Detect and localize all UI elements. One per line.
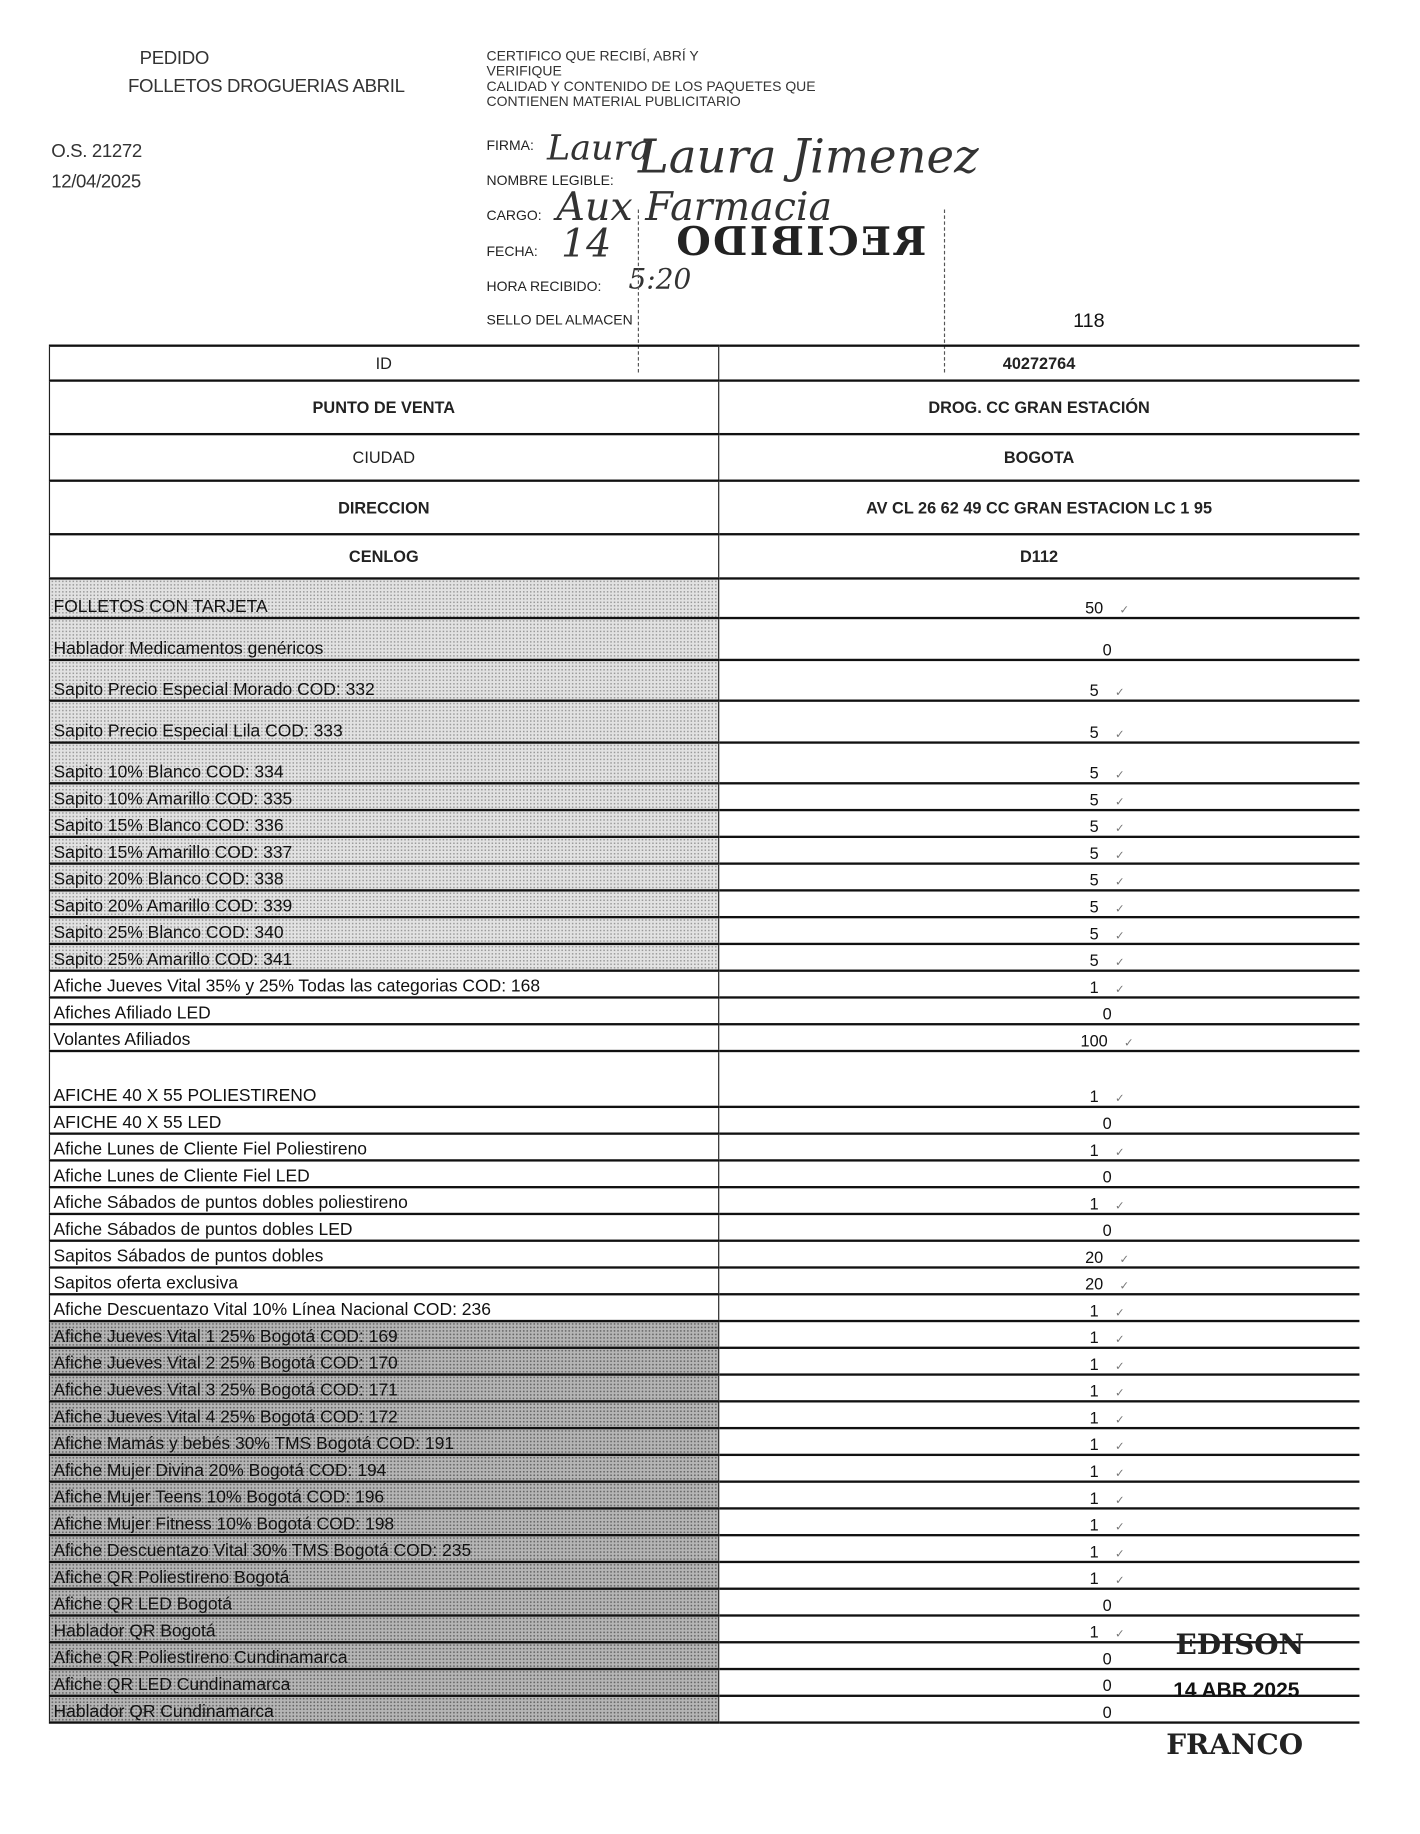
item-row [49,783,1359,810]
item-qty: 1 [1089,1542,1099,1561]
item-name: Hablador QR Cundinamarca [49,1696,718,1723]
item-name: Sapito 15% Blanco COD: 336 [49,810,718,837]
item-qty: 0 [1102,1702,1112,1722]
check-mark-icon: ✓ [1114,849,1125,863]
check-mark-icon: ✓ [1114,1440,1125,1454]
delivery-table [49,345,1360,1724]
item-qty-cell [718,1160,1359,1187]
item-name: Sapito 20% Blanco COD: 338 [49,864,718,891]
check-mark-icon: ✓ [1119,604,1130,617]
fecha-label: FECHA: [486,243,538,260]
item-qty-cell [718,1024,1359,1051]
sello-label: SELLO DEL ALMACEN [486,311,633,329]
check-mark-icon: ✓ [1114,1574,1125,1588]
item-row [49,1187,1359,1214]
check-mark-icon: ✓ [1124,1037,1134,1050]
info-row [49,534,1359,578]
item-qty-cell [718,578,1359,618]
item-qty: 5 [1089,870,1099,890]
item-row [49,618,1359,660]
item-name: Afiche Mujer Fitness 10% Bogotá COD: 198 [49,1508,718,1535]
item-name: Volantes Afiliados [49,1024,718,1051]
item-row [49,1348,1359,1375]
check-mark-icon: ✓ [1114,956,1125,970]
check-mark-icon: ✓ [1114,1333,1125,1347]
item-qty-cell [718,1589,1359,1616]
item-qty: 0 [1102,1676,1112,1695]
info-label: PUNTO DE VENTA [49,381,718,435]
item-qty-cell [718,1428,1359,1455]
cargo-value: Aux Farmacia [556,183,833,231]
item-name: Afiche QR LED Bogotá [49,1589,718,1616]
check-mark-icon: ✓ [1114,796,1125,809]
item-row [49,1562,1359,1589]
item-row [49,1669,1359,1696]
item-qty-cell [718,743,1359,784]
franco-stamp: FRANCO [1166,1727,1304,1761]
item-name: Sapito 10% Amarillo COD: 335 [49,783,718,810]
received-stamp: RECIBIDO [673,218,927,266]
date-stamp: 14 ABR 2025 [1173,1678,1300,1702]
item-qty-cell [718,1294,1359,1321]
item-qty: 1 [1089,1381,1099,1401]
item-row [49,1241,1359,1268]
item-name: Sapito 25% Amarillo COD: 341 [49,944,718,971]
item-name: Afiche Jueves Vital 35% y 25% Todas las categorias COD: 168 [49,971,718,998]
item-name: Afiche QR Poliestireno Cundinamarca [49,1642,718,1669]
item-name: Afiche Descuentazo Vital 30% TMS Bogotá COD: 235 [49,1535,718,1562]
item-row [49,1134,1359,1161]
order-title: PEDIDO [139,48,209,69]
item-row [49,1589,1359,1616]
item-name: AFICHE 40 X 55 LED [49,1107,718,1134]
item-qty: 20 [1085,1274,1104,1294]
item-qty: 5 [1089,817,1099,836]
item-qty-cell [718,783,1359,810]
hora-label: HORA RECIBIDO: [486,278,602,295]
check-mark-icon: ✓ [1119,1280,1130,1294]
item-qty-cell [718,1134,1359,1161]
item-name: Sapitos Sábados de puntos dobles [49,1241,718,1268]
item-qty: 5 [1089,790,1099,809]
item-qty-cell [718,701,1359,743]
item-row [49,1267,1359,1294]
item-qty-cell [718,1455,1359,1482]
sheet-number: 118 [1073,309,1105,332]
nombre-value: Laura Jimenez [637,130,979,184]
check-mark-icon: ✓ [1114,1628,1125,1642]
info-value: DROG. CC GRAN ESTACIÓN [718,381,1359,435]
item-row [49,1375,1359,1402]
item-name: Afiche Jueves Vital 2 25% Bogotá COD: 170 [49,1348,718,1375]
item-row [49,810,1359,837]
item-name: FOLLETOS CON TARJETA [49,578,718,618]
item-row [49,578,1359,618]
item-qty: 1 [1089,977,1099,997]
item-qty-cell [718,1562,1359,1589]
item-row [49,1482,1359,1509]
cert-line: CONTIENEN MATERIAL PUBLICITARIO [486,93,741,110]
check-mark-icon: ✓ [1119,1253,1130,1267]
item-qty-cell [718,1321,1359,1348]
item-name: Afiche Mujer Divina 20% Bogotá COD: 194 [49,1455,718,1482]
order-date: 12/04/2025 [51,172,141,193]
info-label: ID [49,346,718,381]
check-mark-icon: ✓ [1114,1547,1125,1561]
order-subtitle: FOLLETOS DROGUERIAS ABRIL [128,76,405,97]
check-mark-icon: ✓ [1114,876,1125,890]
signature: Laura [547,128,652,169]
item-row [49,837,1359,864]
info-label: CIUDAD [49,434,718,481]
item-qty-cell [718,618,1359,660]
check-mark-icon: ✓ [1114,983,1125,997]
check-mark-icon: ✓ [1114,1494,1125,1508]
item-qty-cell [718,1214,1359,1241]
item-name: Hablador Medicamentos genéricos [49,618,718,660]
item-name: Afiche Lunes de Cliente Fiel Poliestireno [49,1134,718,1161]
item-name: Afiche Lunes de Cliente Fiel LED [49,1160,718,1187]
item-name: Sapito Precio Especial Morado COD: 332 [49,660,718,701]
check-mark-icon: ✓ [1114,1387,1125,1401]
item-qty: 100 [1080,1031,1108,1050]
edison-stamp: EDISON [1175,1627,1305,1661]
item-name: Afiche Descuentazo Vital 10% Línea Nacional COD: 236 [49,1294,718,1321]
item-name: Afiche Sábados de puntos dobles LED [49,1214,718,1241]
item-qty: 1 [1089,1622,1099,1642]
item-name: Afiche QR LED Cundinamarca [49,1669,718,1696]
item-row [49,1696,1359,1723]
item-qty-cell [718,810,1359,837]
item-qty: 5 [1089,897,1099,916]
item-qty: 1 [1089,1408,1099,1427]
check-mark-icon: ✓ [1114,1199,1125,1213]
item-row [49,701,1359,743]
item-qty: 1 [1089,1568,1099,1588]
item-row [49,743,1359,784]
item-qty: 1 [1089,1087,1099,1106]
item-qty: 0 [1102,1595,1112,1615]
item-name: AFICHE 40 X 55 POLIESTIRENO [49,1051,718,1107]
item-qty-cell [718,1348,1359,1375]
item-row [49,660,1359,701]
item-qty: 0 [1102,640,1112,659]
item-qty: 5 [1089,950,1099,970]
item-qty-cell [718,1051,1359,1107]
check-mark-icon: ✓ [1114,1414,1125,1427]
item-row [49,944,1359,971]
item-qty: 1 [1089,1515,1099,1535]
cert-line: CERTIFICO QUE RECIBÍ, ABRÍ Y [486,47,699,65]
item-row [49,1615,1359,1642]
item-qty: 1 [1089,1301,1099,1320]
item-qty: 1 [1089,1488,1099,1508]
item-qty: 5 [1089,924,1099,943]
item-name: Sapito 25% Blanco COD: 340 [49,917,718,944]
item-qty-cell [718,1482,1359,1509]
check-mark-icon: ✓ [1114,1307,1125,1320]
item-qty-cell [718,917,1359,944]
item-qty-cell [718,1508,1359,1535]
item-row [49,1401,1359,1428]
check-mark-icon: ✓ [1114,769,1125,783]
item-qty-cell [718,1107,1359,1134]
item-qty-cell [718,1267,1359,1294]
check-mark-icon: ✓ [1114,1146,1125,1160]
item-row [49,1321,1359,1348]
check-mark-icon: ✓ [1114,1092,1125,1106]
item-row [49,890,1359,917]
item-name: Afiche Mujer Teens 10% Bogotá COD: 196 [49,1482,718,1509]
item-row [49,1024,1359,1051]
item-row [49,1428,1359,1455]
item-name: Afiche Jueves Vital 1 25% Bogotá COD: 169 [49,1321,718,1348]
info-label: CENLOG [49,534,718,578]
item-qty: 1 [1089,1328,1099,1347]
item-row [49,1455,1359,1482]
item-qty-cell [718,660,1359,701]
info-value: AV CL 26 62 49 CC GRAN ESTACION LC 1 95 [718,481,1359,535]
item-name: Afiche QR Poliestireno Bogotá [49,1562,718,1589]
check-mark-icon: ✓ [1114,1467,1125,1481]
nombre-label: NOMBRE LEGIBLE: [486,172,614,189]
item-row [49,864,1359,891]
item-qty: 5 [1089,843,1099,863]
item-name: Afiche Sábados de puntos dobles poliestireno [49,1187,718,1214]
info-row [49,381,1359,435]
item-row [49,971,1359,998]
item-qty-cell [718,997,1359,1024]
cargo-label: CARGO: [486,207,542,224]
item-qty-cell [718,1187,1359,1214]
item-name: Hablador QR Bogotá [49,1615,718,1642]
certification-text [487,49,816,110]
item-qty-cell [718,1535,1359,1562]
cert-line: VERIFIQUE [486,62,562,80]
item-qty: 0 [1102,1113,1112,1133]
info-value: D112 [718,534,1359,578]
cert-line: CALIDAD Y CONTENIDO DE LOS PAQUETES QUE [486,77,816,95]
item-qty: 0 [1102,1649,1112,1668]
info-value: BOGOTA [718,434,1359,481]
item-qty-cell [718,837,1359,864]
item-name: Sapito 10% Blanco COD: 334 [49,743,718,784]
item-qty-cell [718,890,1359,917]
item-row [49,997,1359,1024]
item-qty: 0 [1102,1220,1112,1240]
info-value: 40272764 [718,346,1359,381]
check-mark-icon: ✓ [1114,929,1125,943]
item-row [49,1294,1359,1321]
item-qty: 5 [1089,722,1099,742]
item-row [49,1107,1359,1134]
item-name: Afiche Jueves Vital 4 25% Bogotá COD: 172 [49,1401,718,1428]
item-qty: 1 [1089,1354,1099,1374]
item-row [49,917,1359,944]
item-qty-cell [718,864,1359,891]
info-row [49,481,1359,535]
check-mark-icon: ✓ [1114,728,1125,742]
item-row [49,1535,1359,1562]
item-name: Sapito 20% Amarillo COD: 339 [49,890,718,917]
item-qty: 5 [1089,680,1099,700]
item-qty: 0 [1102,1167,1112,1187]
info-row [49,346,1359,381]
check-mark-icon: ✓ [1114,1521,1125,1535]
item-qty: 0 [1102,1004,1112,1024]
item-row [49,1214,1359,1241]
os-number: O.S. 21272 [51,141,142,162]
item-qty: 1 [1089,1435,1099,1454]
item-qty: 5 [1089,763,1099,783]
check-mark-icon: ✓ [1114,686,1125,700]
item-qty: 20 [1085,1247,1104,1267]
item-name: Afiche Jueves Vital 3 25% Bogotá COD: 171 [49,1375,718,1402]
item-row [49,1051,1359,1107]
item-row [49,1160,1359,1187]
item-name: Afiche Mamás y bebés 30% TMS Bogotá COD: 191 [49,1428,718,1455]
item-name: Sapito Precio Especial Lila COD: 333 [49,701,718,743]
item-qty: 1 [1089,1140,1099,1160]
item-qty-cell [718,971,1359,998]
check-mark-icon: ✓ [1114,903,1125,916]
item-row [49,1642,1359,1669]
firma-label: FIRMA: [486,137,534,154]
item-qty-cell [718,1241,1359,1268]
item-qty: 1 [1089,1194,1099,1213]
item-name: Afiches Afiliado LED [49,997,718,1024]
info-row [49,434,1359,481]
check-mark-icon: ✓ [1114,1360,1125,1374]
info-label: DIRECCION [49,481,718,535]
fecha-value: 14 [560,221,612,268]
item-qty-cell [718,944,1359,971]
item-name: Sapitos oferta exclusiva [49,1267,718,1294]
item-qty: 1 [1089,1461,1099,1481]
item-qty-cell [718,1375,1359,1402]
item-row [49,1508,1359,1535]
hora-value: 5:20 [628,263,692,296]
item-name: Sapito 15% Amarillo COD: 337 [49,837,718,864]
item-qty: 50 [1085,598,1104,617]
check-mark-icon: ✓ [1114,822,1125,836]
item-qty-cell [718,1401,1359,1428]
